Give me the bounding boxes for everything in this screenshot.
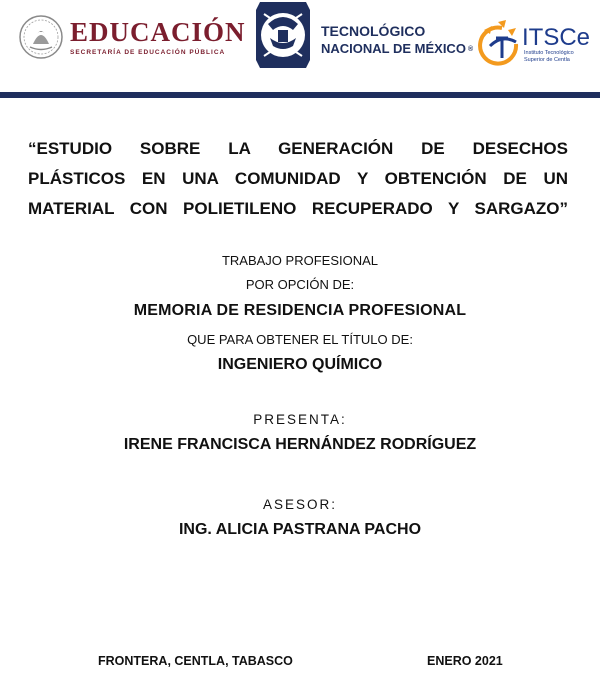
header-divider: [0, 92, 600, 98]
author-name: IRENE FRANCISCA HERNÁNDEZ RODRÍGUEZ: [123, 436, 477, 453]
itsce-wordmark: ITSCe: [522, 24, 591, 51]
presents-label: PRESENTA:: [253, 412, 347, 427]
title-line-3: MATERIAL CON POLIETILENO RECUPERADO Y SARGAZO”: [28, 199, 568, 218]
registered-mark: ®: [467, 45, 474, 53]
degree-name: INGENIERO QUÍMICO: [217, 356, 383, 373]
by-option-label: POR OPCIÓN DE:: [245, 277, 355, 292]
advisor-label: ASESOR:: [262, 497, 338, 512]
date: ENERO 2021: [427, 654, 503, 668]
sep-subtitle: SECRETARÍA DE EDUCACIÓN PÚBLICA: [70, 49, 226, 56]
sep-title: EDUCACIÓN: [70, 17, 246, 47]
sep-logo: [18, 14, 246, 60]
tecnm-line2: NACIONAL DE MÉXICO: [321, 41, 466, 56]
title-line-2: PLÁSTICOS EN UNA COMUNIDAD Y OBTENCIÓN DE UN: [28, 169, 568, 188]
option-name: MEMORIA DE RESIDENCIA PROFESIONAL: [133, 302, 467, 319]
tecnm-wordmark: [321, 22, 473, 59]
page-header: [0, 0, 600, 92]
obtain-title-label: QUE PARA OBTENER EL TÍTULO DE:: [187, 332, 413, 347]
tecnm-gear-emblem-icon: [250, 0, 316, 70]
mexico-coat-of-arms-icon: [18, 14, 64, 60]
title-line-1: “ESTUDIO SOBRE LA GENERACIÓN DE DESECHOS: [28, 139, 568, 158]
location: FRONTERA, CENTLA, TABASCO: [98, 654, 293, 668]
advisor-name: ING. ALICIA PASTRANA PACHO: [178, 521, 422, 538]
itsce-subtitle: Instituto Tecnológico Superior de Centla: [524, 50, 574, 63]
thesis-title: [28, 134, 568, 224]
work-type: TRABAJO PROFESIONAL: [221, 253, 379, 268]
tecnm-line1: TECNOLÓGICO: [321, 23, 426, 39]
